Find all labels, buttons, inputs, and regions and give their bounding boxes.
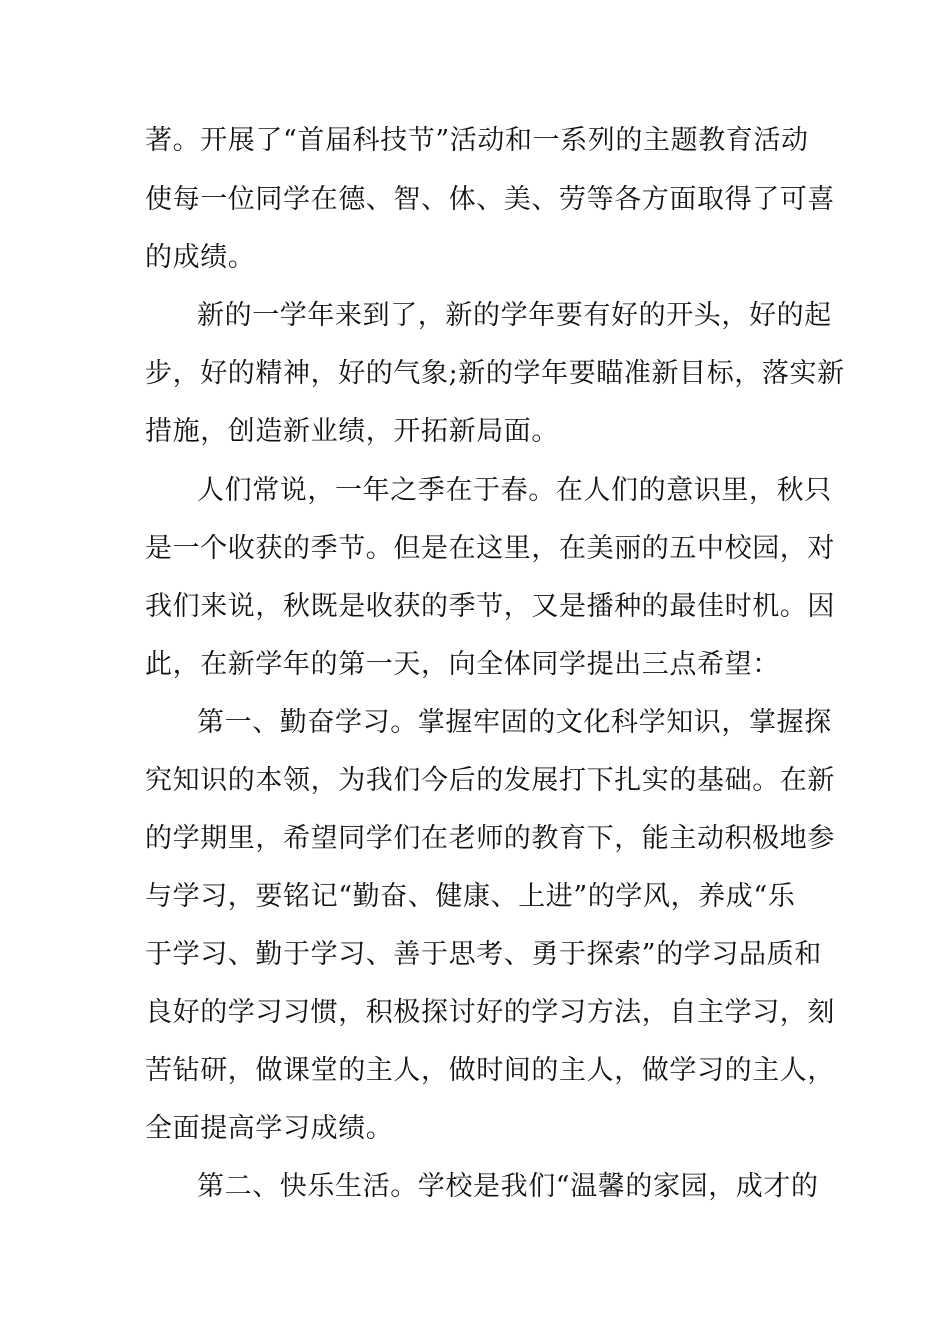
text-line: 究知识的本领，为我们今后的发展打下扎实的基础。在新 bbox=[145, 765, 835, 796]
text-line: 苦钻研，做课堂的主人，做时间的主人，做学习的主人， bbox=[145, 1055, 835, 1086]
text-line: 此，在新学年的第一天，向全体同学提出三点希望： bbox=[145, 649, 780, 680]
text-line: 良好的学习习惯，积极探讨好的学习方法，自主学习，刻 bbox=[145, 997, 835, 1028]
text-line: 的成绩。 bbox=[145, 242, 256, 273]
paragraph-start-line: 人们常说，一年之季在于春。在人们的意识里，秋只 bbox=[197, 475, 832, 506]
text-line: 与学习，要铭记“勤奋、健康、上进”的学风，养成“乐 bbox=[145, 881, 796, 912]
paragraph-start-line: 新的一学年来到了，新的学年要有好的开头，好的起 bbox=[197, 300, 832, 331]
text-line: 全面提高学习成绩。 bbox=[145, 1113, 394, 1144]
text-line: 于学习、勤于学习、善于思考、勇于探索”的学习品质和 bbox=[145, 939, 822, 970]
paragraph-start-line: 第一、勤奋学习。掌握牢固的文化科学知识，掌握探 bbox=[197, 707, 832, 738]
text-line: 我们来说，秋既是收获的季节，又是播种的最佳时机。因 bbox=[145, 591, 835, 622]
paragraph-start-line: 第二、快乐生活。学校是我们“温馨的家园，成才的 bbox=[197, 1171, 819, 1202]
text-line: 步，好的精神，好的气象;新的学年要瞄准新目标，落实新 bbox=[145, 358, 845, 389]
text-line: 使每一位同学在德、智、体、美、劳等各方面取得了可喜 bbox=[145, 184, 835, 215]
text-line: 著。开展了“首届科技节”活动和一系列的主题教育活动 bbox=[145, 125, 809, 156]
text-line: 是一个收获的季节。但是在这里，在美丽的五中校园，对 bbox=[145, 533, 835, 564]
text-line: 措施，创造新业绩，开拓新局面。 bbox=[145, 416, 559, 447]
text-line: 的学期里，希望同学们在老师的教育下，能主动积极地参 bbox=[145, 823, 835, 854]
